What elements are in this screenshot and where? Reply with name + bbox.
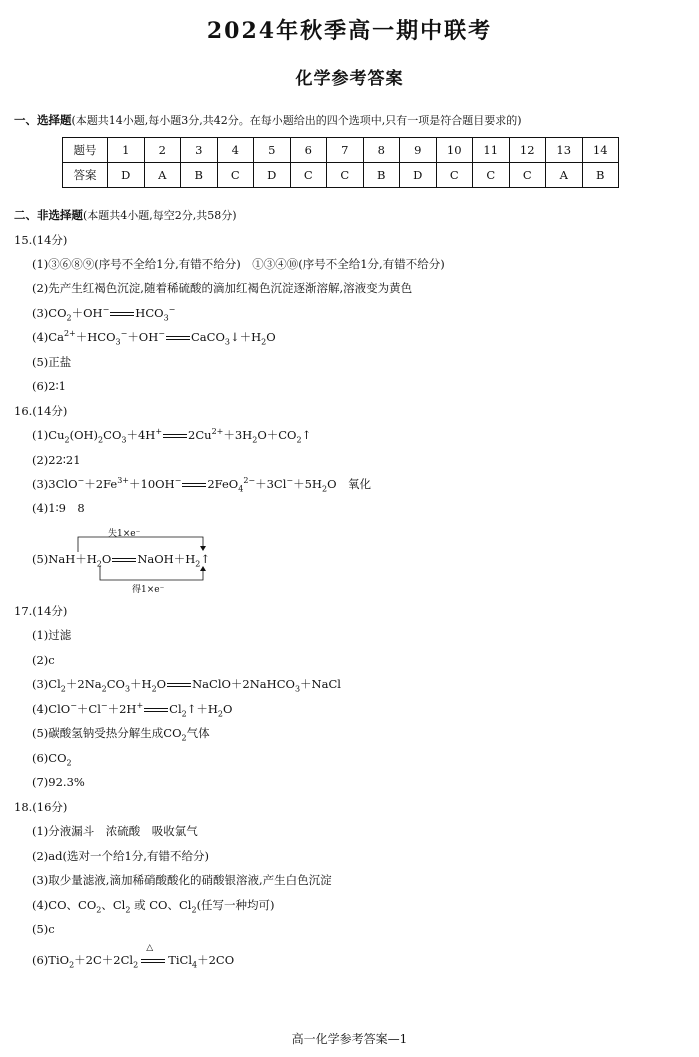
q15-answer-2: (2)先产生红褐色沉淀,随着稀硫酸的滴加红褐色沉淀逐渐溶解,溶液变为黄色 [32,281,413,295]
q16-header: 16.(14分) [14,404,68,418]
q-answer: A [144,163,181,188]
q17-answer-4: (4)ClO−＋Cl−＋2H+ $Cl_2↑+H_2O$ [32,701,233,719]
q-number: 1 [108,138,145,163]
q-number: 12 [509,138,546,163]
q18-answer-4-suffix: (任写一种均可) [196,898,275,912]
section1-note: (本题共14小题,每小题3分,共42分。在每小题给出的四个选项中,只有一项是符合题目要求的) [71,114,522,127]
q15-answer-6: (6)2∶1 [32,379,66,393]
q17-header: 17.(14分) [14,604,68,618]
q17-answer-4-prefix: (4) [32,702,49,716]
q16-answer-1-prefix: (1) [32,428,49,442]
q17-answer-5-prefix: (5)碳酸氢钠受热分解生成 [32,726,164,740]
lose-electron-label: 失1×e⁻ [108,529,141,539]
page-subtitle: 化学参考答案 [295,69,404,89]
q18-answer-4-prefix: (4) [32,898,49,912]
row-label-number: 题号 [63,138,108,163]
q16-answer-5: $(5)NaH+H_2O$ $NaOH+H_2↑$ [32,552,210,569]
q17-answer-5: (5)碳酸氢钠受热分解生成$CO_2$气体 [32,726,210,743]
section1-heading: 一、选择题 [14,113,72,127]
q17-answer-1: (1)过滤 [32,628,72,642]
q-number: 14 [582,138,619,163]
q-number: 5 [254,138,291,163]
q18-answer-2: (2)ad(选对一个给1分,有错不给分) [32,849,209,863]
q-number: 6 [290,138,327,163]
q18-answer-6-prefix: (6) [32,953,49,967]
q18-answer-5: (5)c [32,922,55,936]
q16-answer-3: $(3)3ClO^-+2Fe^{3+}+10OH^-$ $2FeO_4^{2-}+3Cl^-+5H_2O$ 氧化 [32,476,371,494]
q17-answer-6: $(6)CO_2$ [32,751,72,768]
q16-answer-3-prefix: (3) [32,477,49,491]
q-number: 10 [436,138,473,163]
q18-answer-4: (4)CO、$CO_2$、$Cl_2$ 或 CO、$Cl_2$(任写一种均可) [32,898,275,915]
heat-symbol: △ [146,943,154,953]
q16-answer-5-prefix: (5) [32,552,49,566]
q-answer: C [217,163,254,188]
q-number: 8 [363,138,400,163]
q15-answer-3: $(3)CO_2+OH^-$ $HCO_3^-$ [32,305,176,323]
q-number: 11 [473,138,510,163]
q15-answer-4: $(4)Ca^{2+}+HCO_3^-+OH^-$ $CaCO_3↓+H_2O$ [32,329,276,347]
q-answer: A [546,163,583,188]
q-answer: B [181,163,218,188]
q18-answer-6: $(6)TiO_2+2C+2Cl_2$ △ TiCl$_4$＋2CO [32,952,234,968]
q-answer: C [473,163,510,188]
q17-answer-6-prefix: (6) [32,751,49,765]
q18-answer-1: (1)分液漏斗 浓硫酸 吸收氯气 [32,824,198,838]
q-number: 4 [217,138,254,163]
q18-header: 18.(16分) [14,800,68,814]
q-number: 13 [546,138,583,163]
section2-heading: 二、非选择题 [14,208,83,222]
q-answer: C [290,163,327,188]
q-number: 7 [327,138,364,163]
q17-answer-7: (7)92.3% [32,775,85,789]
q-number: 9 [400,138,437,163]
row-label-answer: 答案 [63,163,108,188]
q-answer: D [108,163,145,188]
q-answer: C [436,163,473,188]
q18-answer-4-text: 或 [134,898,146,912]
q16-answer-2: (2)22∶21 [32,453,81,467]
q18-answer-3: (3)取少量滤液,滴加稀硝酸酸化的硝酸银溶液,产生白色沉淀 [32,873,332,887]
q17-answer-3-prefix: (3) [32,677,49,691]
q17-answer-2: (2)c [32,653,55,667]
page-footer: 高一化学参考答案—1 [291,1032,408,1046]
q-number: 3 [181,138,218,163]
q16-answer-1: $(1)Cu_2(OH)_2CO_3+4H^+$ $2Cu^{2+}+3H_2O+CO_2↑$ [32,427,312,445]
q-answer: D [254,163,291,188]
q15-answer-3-prefix: (3) [32,306,49,320]
q-answer: B [363,163,400,188]
q17-answer-5-suffix: 气体 [186,726,210,740]
q-number: 2 [144,138,181,163]
gain-electron-label: 得1×e⁻ [132,585,165,595]
q15-answer-5: (5)正盐 [32,355,72,369]
q16-answer-3-suffix: 氧化 [348,477,371,491]
q-answer: C [327,163,364,188]
q-answer: D [400,163,437,188]
q16-answer-4: (4)1∶9 8 [32,501,85,515]
q15-answer-1: (1)③⑥⑧⑨(序号不全给1分,有错不给分) ①③④⑩(序号不全给1分,有错不给分) [32,257,445,271]
q15-header: 15.(14分) [14,233,68,247]
page-title: 2024年秋季高一期中联考 [206,18,493,44]
section2-note: (本题共4小题,每空2分,共58分) [83,209,237,222]
q17-answer-3: $(3)Cl_2+2Na_2CO_3+H_2O$ NaClO＋2NaHCO$_3$＋NaCl [32,677,341,694]
q-answer: C [509,163,546,188]
q-answer: B [582,163,619,188]
q15-answer-4-prefix: (4) [32,330,49,344]
